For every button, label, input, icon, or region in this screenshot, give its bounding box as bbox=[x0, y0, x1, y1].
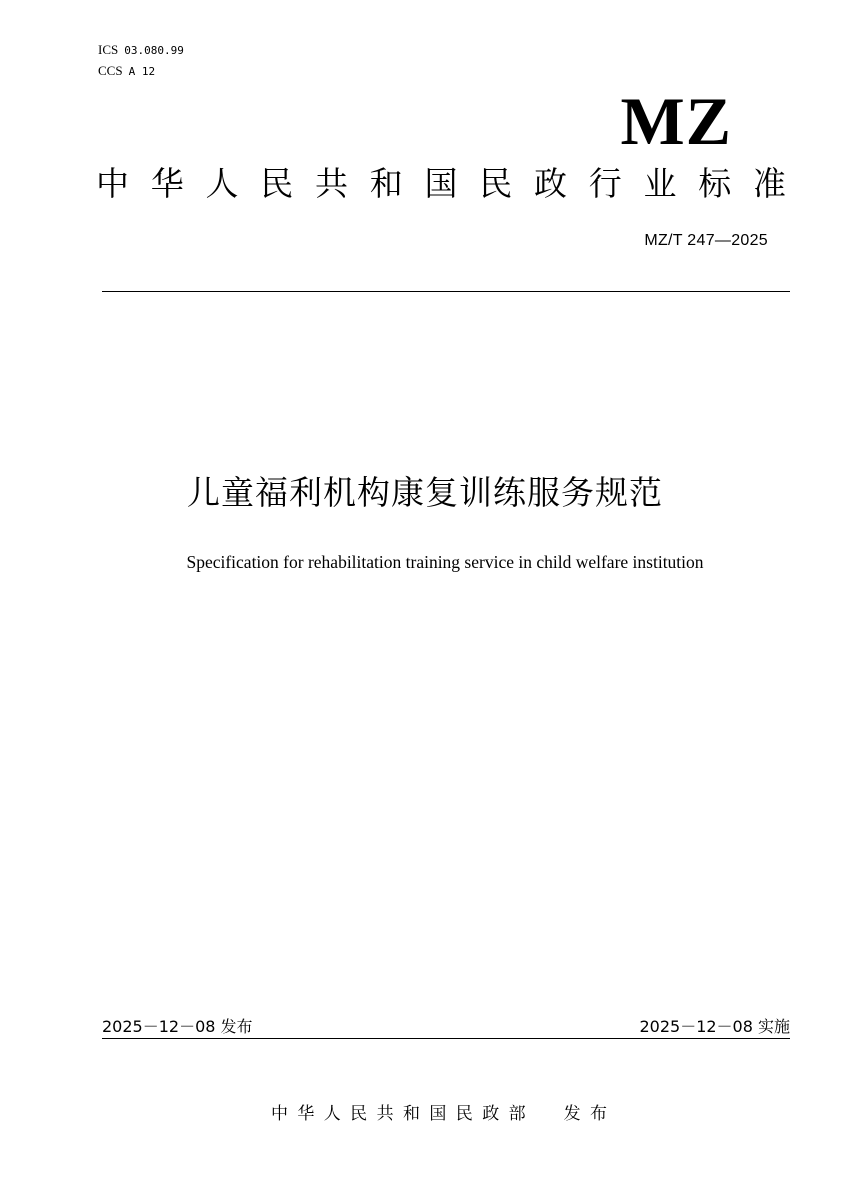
standard-category-char: 国 bbox=[424, 164, 458, 203]
ics-code bbox=[98, 40, 184, 61]
standard-category-char: 政 bbox=[534, 164, 567, 203]
ccs-value: A 12 bbox=[128, 65, 156, 78]
implement-date: 2025－12－08 实施 bbox=[639, 1017, 790, 1036]
document-title-zh: 儿童福利机构康复训练服务规范 bbox=[187, 473, 663, 512]
standard-number: MZ/T 247—2025 bbox=[644, 232, 768, 249]
publish-date: 2025－12－08 发布 bbox=[102, 1017, 253, 1036]
standard-category-char: 业 bbox=[643, 164, 677, 203]
standard-category-char: 民 bbox=[260, 164, 294, 203]
ics-label: ICS bbox=[98, 42, 119, 57]
ics-value: 03.080.99 bbox=[124, 44, 184, 57]
top-divider bbox=[102, 291, 790, 292]
ccs-label: CCS bbox=[98, 63, 123, 78]
standard-category-char: 行 bbox=[588, 164, 622, 203]
standard-category-char: 共 bbox=[315, 164, 348, 203]
standard-category-char: 标 bbox=[698, 164, 732, 203]
bottom-divider bbox=[102, 1038, 790, 1039]
issuer-name: 中 华 人 民 共 和 国 民 政 部 bbox=[270, 1104, 528, 1124]
issuer-action: 发 布 bbox=[563, 1104, 610, 1124]
standard-category-char: 民 bbox=[479, 164, 513, 203]
classification-codes bbox=[98, 40, 184, 82]
mz-logo: MZ bbox=[620, 83, 732, 159]
ccs-code bbox=[98, 61, 184, 82]
document-title-en: Specification for rehabilitation training service in child welfare institution bbox=[186, 552, 704, 572]
standard-category-char: 中 bbox=[96, 164, 129, 203]
standard-category-char: 华 bbox=[150, 164, 184, 203]
issuer-line bbox=[0, 1099, 850, 1124]
standard-category-title bbox=[96, 162, 786, 206]
standard-category-char: 准 bbox=[753, 164, 786, 203]
standard-category-char: 人 bbox=[205, 164, 239, 203]
standard-category-char: 和 bbox=[369, 164, 403, 203]
